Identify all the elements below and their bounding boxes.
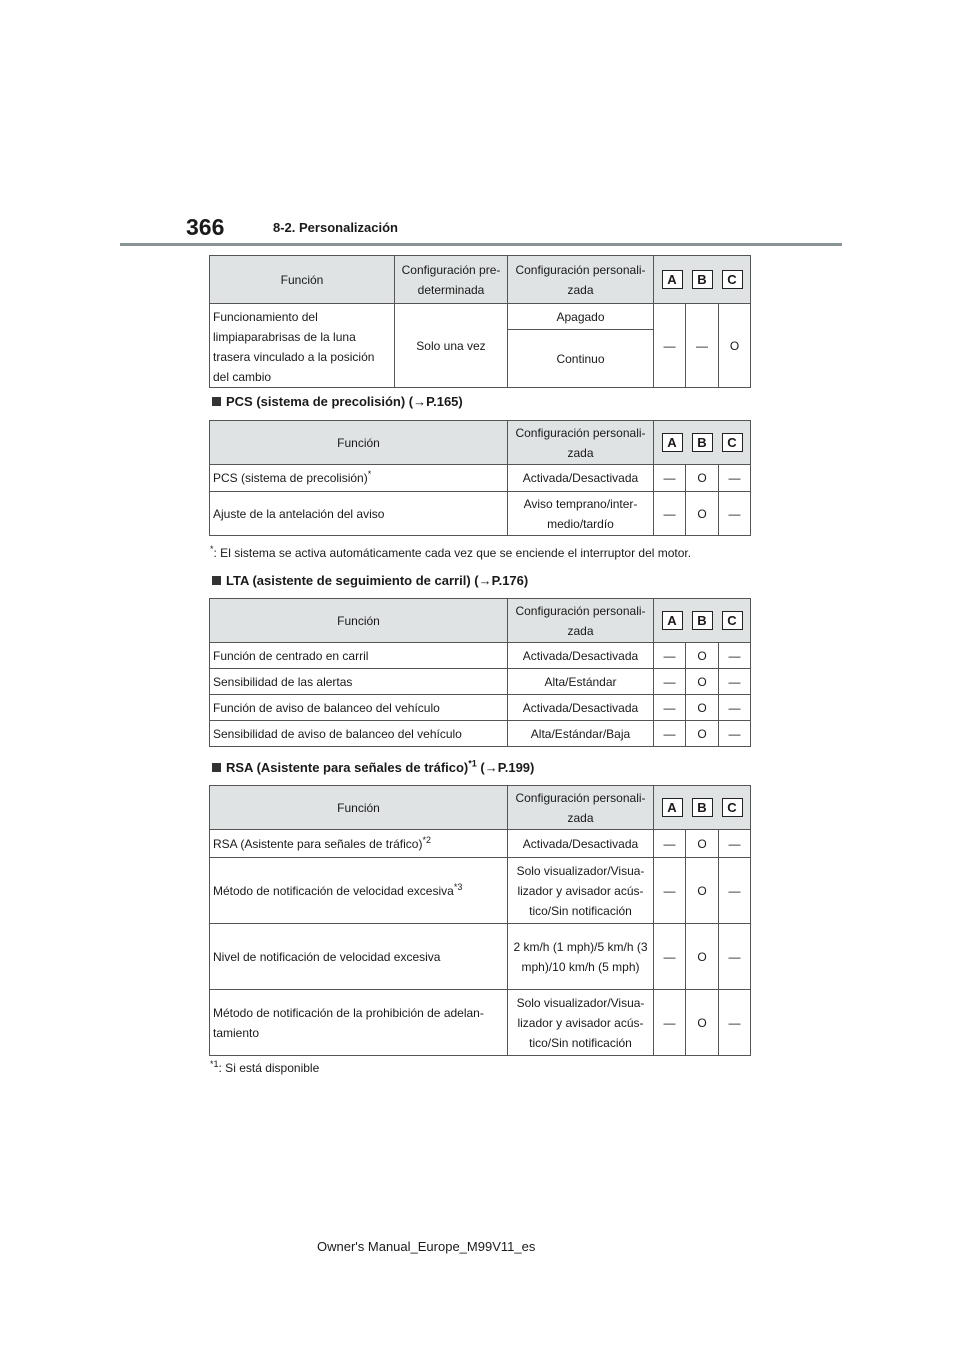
table-row xyxy=(210,924,751,990)
cell-funcion: PCS (sistema de precolisión)* xyxy=(210,465,508,492)
col-config-personal: Configuración personali-zada xyxy=(508,599,654,643)
pcs-table xyxy=(209,420,751,536)
cell-value: Alta/Estándar/Baja xyxy=(508,721,654,747)
pcs-footnote: *: El sistema se activa automáticamente cada vez que se enciende el interruptor del motor. xyxy=(210,544,692,560)
cell-a: — xyxy=(654,669,686,695)
col-config-personal: Configuración personali-zada xyxy=(508,786,654,830)
rsa-page-ref[interactable]: P.199) xyxy=(497,760,535,775)
col-abc xyxy=(654,421,751,465)
table-header-row xyxy=(210,786,751,830)
col-b-label: B xyxy=(692,798,713,817)
lta-page-ref[interactable]: P.176) xyxy=(491,573,529,588)
cell-c: — xyxy=(719,643,751,669)
wiper-table xyxy=(209,255,751,388)
cell-b: O xyxy=(686,924,719,990)
cell-c: — xyxy=(719,858,751,924)
col-b-label: B xyxy=(692,433,713,452)
cell-funcion: Sensibilidad de las alertas xyxy=(210,669,508,695)
lta-heading xyxy=(212,573,528,588)
rsa-heading: RSA (Asistente para señales de tráfico)$^{*1}$ (→P.199) xyxy=(212,760,534,775)
col-a-label: A xyxy=(662,433,683,452)
footnote-mark: *1 xyxy=(468,758,477,769)
table-row xyxy=(210,695,751,721)
cell-b: O xyxy=(686,830,719,858)
col-config-pre: Configuración pre-determinada xyxy=(395,256,508,304)
col-c-label: C xyxy=(722,270,743,289)
footnote-mark: *3 xyxy=(453,881,463,892)
col-funcion: Función xyxy=(210,786,508,830)
col-b-label: B xyxy=(692,611,713,630)
cell-value: 2 km/h (1 mph)/5 km/h (3 mph)/10 km/h (5 mph) xyxy=(508,924,654,990)
cell-funcion: Método de notificación de la prohibición de adelan-tamiento xyxy=(210,990,508,1056)
table-row xyxy=(210,492,751,536)
footer-manual-id: Owner's Manual_Europe_M99V11_es xyxy=(317,1239,536,1254)
cell-c: — xyxy=(719,990,751,1056)
col-config-personal: Configuración personali-zada xyxy=(508,421,654,465)
cell-a: — xyxy=(654,304,686,388)
cell-c: — xyxy=(719,695,751,721)
footnote-mark: *2 xyxy=(422,834,431,845)
cell-a: — xyxy=(654,492,686,536)
cell-a: — xyxy=(654,643,686,669)
cell-b: O xyxy=(686,669,719,695)
table-row xyxy=(210,830,751,858)
col-c-label: C xyxy=(722,611,743,630)
footnote-mark: * xyxy=(367,469,372,479)
cell-default: Solo una vez xyxy=(395,304,508,388)
bullet-square-icon xyxy=(212,397,221,406)
cell-b: — xyxy=(686,304,719,388)
header-rule xyxy=(120,243,842,246)
cell-value: Activada/Desactivada xyxy=(508,643,654,669)
rsa-footnote: $^{*1}$: Si está disponible xyxy=(210,1059,320,1075)
cell-b: O xyxy=(686,695,719,721)
table-header-row xyxy=(210,421,751,465)
cell-b: O xyxy=(686,858,719,924)
table-row xyxy=(210,721,751,747)
cell-c: — xyxy=(719,924,751,990)
cell-option: Continuo xyxy=(508,330,654,388)
cell-option: Apagado xyxy=(508,304,654,330)
cell-value: Alta/Estándar xyxy=(508,669,654,695)
cell-funcion: Función de centrado en carril xyxy=(210,643,508,669)
cell-c: — xyxy=(719,830,751,858)
cell-c: — xyxy=(719,669,751,695)
col-c-label: C xyxy=(722,798,743,817)
cell-a: — xyxy=(654,721,686,747)
cell-funcion: Funcionamiento del limpiaparabrisas de la luna trasera vinculado a la posición del cambio xyxy=(210,304,395,388)
cell-a: — xyxy=(654,695,686,721)
arrow-icon: → xyxy=(413,394,427,409)
pcs-heading xyxy=(212,394,463,409)
col-a-label: A xyxy=(662,798,683,817)
cell-a: — xyxy=(654,924,686,990)
table-row xyxy=(210,643,751,669)
cell-value: Solo visualizador/Visua-lizador y avisador acús-tico/Sin notificación xyxy=(508,858,654,924)
rsa-title: RSA (Asistente para señales de tráfico) xyxy=(226,760,469,775)
col-funcion: Función xyxy=(210,599,508,643)
bullet-square-icon xyxy=(212,576,221,585)
cell-funcion: Nivel de notificación de velocidad excesiva xyxy=(210,924,508,990)
cell-c: — xyxy=(719,721,751,747)
cell-c: — xyxy=(719,465,751,492)
col-config-personal: Configuración personali-zada xyxy=(508,256,654,304)
col-c-label: C xyxy=(722,433,743,452)
cell-funcion: Ajuste de la antelación del aviso xyxy=(210,492,508,536)
table-row xyxy=(210,304,751,330)
table-header-row xyxy=(210,256,751,304)
pcs-title: PCS (sistema de precolisión) ( xyxy=(226,394,414,409)
lta-table xyxy=(209,598,751,747)
cell-funcion: Sensibilidad de aviso de balanceo del vehículo xyxy=(210,721,508,747)
cell-b: O xyxy=(686,492,719,536)
cell-a: — xyxy=(654,858,686,924)
cell-a: — xyxy=(654,465,686,492)
cell-a: — xyxy=(654,830,686,858)
cell-funcion: RSA (Asistente para señales de tráfico)$^{*2}$ xyxy=(210,830,508,858)
col-b-label: B xyxy=(692,270,713,289)
arrow-icon: → xyxy=(484,760,498,775)
cell-b: O xyxy=(686,643,719,669)
lta-title: LTA (asistente de seguimiento de carril) ( xyxy=(226,573,479,588)
col-abc xyxy=(654,786,751,830)
cell-c: — xyxy=(719,492,751,536)
cell-b: O xyxy=(686,990,719,1056)
pcs-page-ref[interactable]: P.165) xyxy=(426,394,463,409)
table-row xyxy=(210,465,751,492)
col-abc xyxy=(654,256,751,304)
table-row xyxy=(210,669,751,695)
table-row xyxy=(210,858,751,924)
rsa-table xyxy=(209,785,751,1056)
page-number: 366 xyxy=(186,214,225,240)
col-abc xyxy=(654,599,751,643)
col-funcion: Función xyxy=(210,256,395,304)
cell-c: O xyxy=(719,304,751,388)
arrow-icon: → xyxy=(478,573,492,588)
cell-funcion: Función de aviso de balanceo del vehículo xyxy=(210,695,508,721)
table-row xyxy=(210,990,751,1056)
cell-b: O xyxy=(686,465,719,492)
col-a-label: A xyxy=(662,611,683,630)
table-header-row xyxy=(210,599,751,643)
cell-value: Aviso temprano/inter-medio/tardío xyxy=(508,492,654,536)
cell-value: Activada/Desactivada xyxy=(508,465,654,492)
cell-b: O xyxy=(686,721,719,747)
cell-value: Solo visualizador/Visua-lizador y avisador acús-tico/Sin notificación xyxy=(508,990,654,1056)
bullet-square-icon xyxy=(212,763,221,772)
col-funcion: Función xyxy=(210,421,508,465)
cell-funcion: Método de notificación de velocidad excesiva$^{*3}$ xyxy=(210,858,508,924)
cell-value: Activada/Desactivada xyxy=(508,695,654,721)
cell-value: Activada/Desactivada xyxy=(508,830,654,858)
section-title: 8-2. Personalización xyxy=(273,220,398,235)
cell-a: — xyxy=(654,990,686,1056)
col-a-label: A xyxy=(662,270,683,289)
